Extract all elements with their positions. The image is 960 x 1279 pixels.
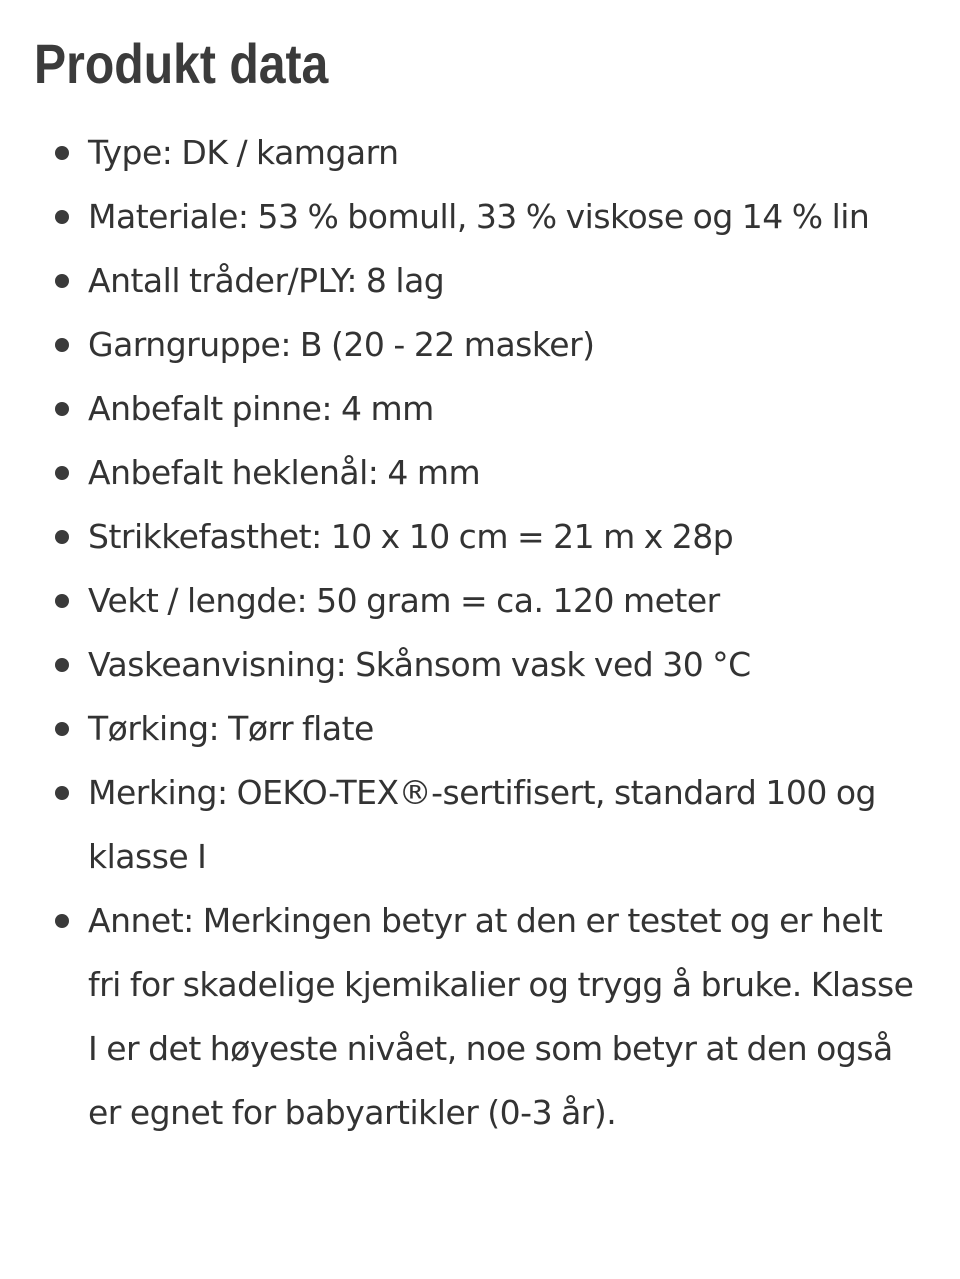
bullet-icon (55, 210, 69, 224)
spec-text: Anbefalt heklenål: 4 mm (88, 453, 481, 492)
spec-item-other (0, 889, 960, 1145)
bullet-icon (55, 658, 69, 672)
spec-text: Merking: OEKO-TEX®-sertifisert, standard 100 og klasse I (88, 773, 876, 876)
spec-text: Antall tråder/PLY: 8 lag (88, 261, 445, 300)
spec-text: Materiale: 53 % bomull, 33 % viskose og 14 % lin (88, 197, 870, 236)
bullet-icon (55, 594, 69, 608)
spec-text: Vekt / lengde: 50 gram = ca. 120 meter (88, 581, 720, 620)
spec-item-needle (0, 377, 960, 441)
bullet-icon (55, 466, 69, 480)
spec-item-washing (0, 633, 960, 697)
bullet-icon (55, 530, 69, 544)
section-heading: Produkt data (34, 32, 329, 95)
spec-text: Garngruppe: B (20 - 22 masker) (88, 325, 595, 364)
spec-item-gauge (0, 505, 960, 569)
spec-item-weight-length (0, 569, 960, 633)
bullet-icon (55, 722, 69, 736)
bullet-icon (55, 914, 69, 928)
spec-text: Anbefalt pinne: 4 mm (88, 389, 434, 428)
spec-text: Vaskeanvisning: Skånsom vask ved 30 °C (88, 645, 751, 684)
spec-text: Tørking: Tørr flate (88, 709, 374, 748)
spec-list (0, 121, 960, 1145)
spec-item-type (0, 121, 960, 185)
spec-text: Annet: Merkingen betyr at den er testet og er helt fri for skadelige kjemikalier og trygg å bruke. Klasse I er det høyeste nivået, noe som betyr at den også er egnet for babyartikler (0-3 år). (88, 901, 914, 1132)
bullet-icon (55, 338, 69, 352)
bullet-icon (55, 146, 69, 160)
spec-item-certification (0, 761, 960, 889)
spec-text: Strikkefasthet: 10 x 10 cm = 21 m x 28p (88, 517, 734, 556)
spec-item-ply (0, 249, 960, 313)
spec-item-drying (0, 697, 960, 761)
spec-text: Type: DK / kamgarn (88, 133, 399, 172)
spec-item-material (0, 185, 960, 249)
spec-item-crochet-hook (0, 441, 960, 505)
bullet-icon (55, 786, 69, 800)
bullet-icon (55, 274, 69, 288)
spec-item-yarn-group (0, 313, 960, 377)
bullet-icon (55, 402, 69, 416)
